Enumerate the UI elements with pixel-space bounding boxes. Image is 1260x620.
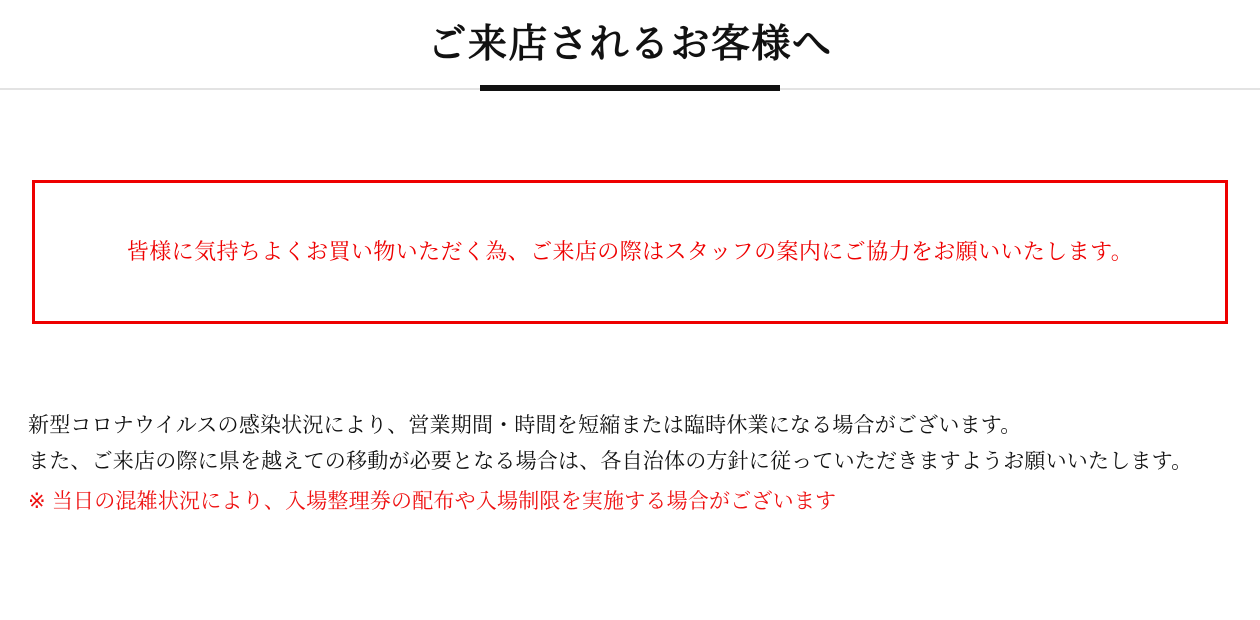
page-header xyxy=(0,0,1260,69)
body-note: ※ 当日の混雑状況により、入場整理券の配布や入場制限を実施する場合がございます xyxy=(28,490,837,514)
body-text-block xyxy=(28,408,1232,520)
title-underline-accent xyxy=(480,85,780,91)
body-paragraph-2: また、ご来店の際に県を越えての移動が必要となる場合は、各自治体の方針に従っていただきますようお願いいたします。 xyxy=(28,450,1193,474)
page-title: ご来店されるお客様へ xyxy=(427,23,833,66)
notice-text: 皆様に気持ちよくお買い物いただく為、ご来店の際はスタッフの案内にご協力をお願いいたします。 xyxy=(126,239,1134,265)
notice-box xyxy=(32,180,1228,324)
body-paragraph-1: 新型コロナウイルスの感染状況により、営業期間・時間を短縮または臨時休業になる場合がございます。 xyxy=(28,414,1022,437)
